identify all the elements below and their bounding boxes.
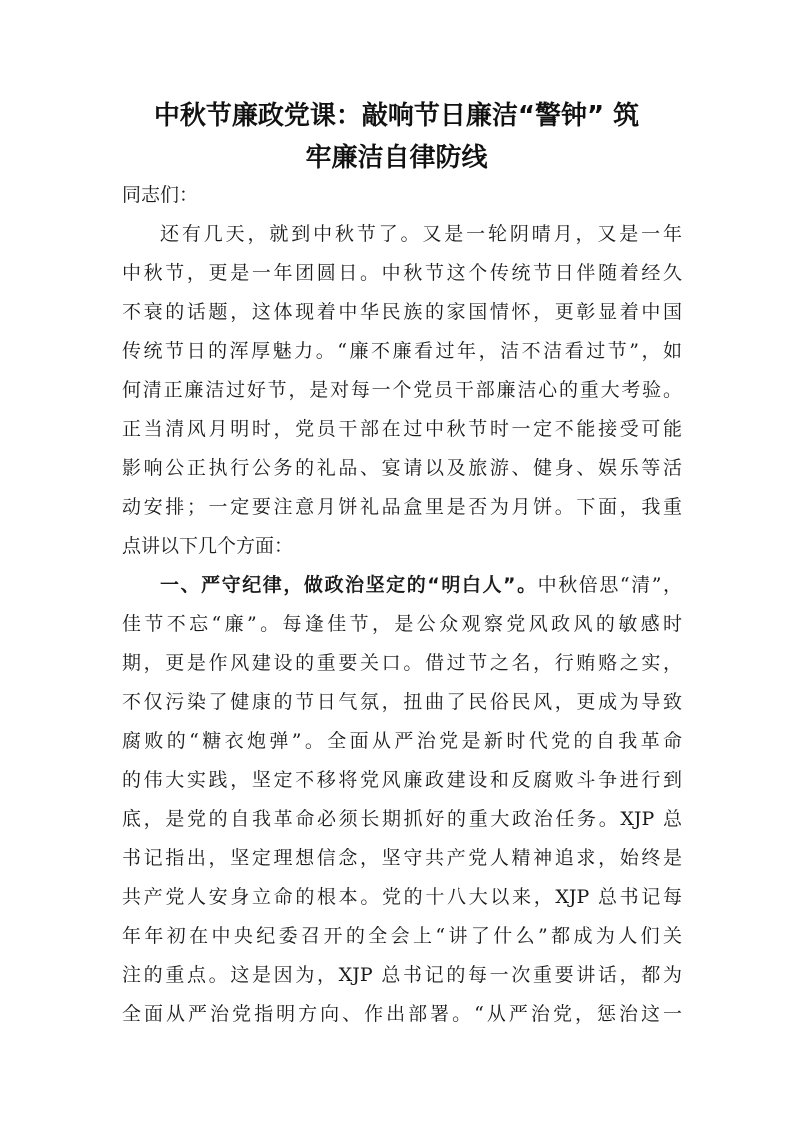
paragraph-line: 期，更是作风建设的重要关口。借过节之名，行贿赂之实， (122, 652, 682, 674)
paragraph-line: 底，是党的自我革命必须长期抓好的重大政治任务。XJP 总 (122, 808, 682, 830)
paragraph-line: 全面从严治党指明方向、作出部署。“从严治党，惩治这一 (122, 1003, 682, 1025)
paragraph-line: 年年初在中央纪委召开的全会上“讲了什么”都成为人们关 (122, 925, 682, 947)
paragraph-line: 影响公正执行公务的礼品、宴请以及旅游、健身、娱乐等活 (122, 457, 682, 479)
document-title-line-1: 中秋节廉政党课：敲响节日廉洁“警钟” 筑 (153, 101, 640, 131)
section-heading-rest: 中秋倍思“清”， (537, 574, 682, 596)
paragraph-line: 点讲以下几个方面： (122, 535, 294, 557)
paragraph-line: 不衰的话题，这体现着中华民族的家国情怀，更彰显着中国 (122, 301, 682, 323)
paragraph-line: 中秋节，更是一年团圆日。中秋节这个传统节日伴随着经久 (122, 262, 682, 284)
paragraph-line: 不仅污染了健康的节日气氛，扭曲了民俗民风，更成为导致 (122, 691, 682, 713)
section-heading-line (160, 572, 682, 598)
paragraph-line: 的伟大实践，坚定不移将党风廉政建设和反腐败斗争进行到 (122, 769, 682, 791)
greeting: 同志们： (122, 184, 199, 206)
paragraph-line: 佳节不忘“廉”。每逢佳节，是公众观察党风政风的敏感时 (122, 613, 682, 635)
paragraph-line: 书记指出，坚定理想信念，坚守共产党人精神追求，始终是 (122, 847, 682, 869)
paragraph-line: 何清正廉洁过好节，是对每一个党员干部廉洁心的重大考验。 (122, 379, 682, 401)
paragraph-line: 腐败的“糖衣炮弹”。全面从严治党是新时代党的自我革命 (122, 730, 682, 752)
paragraph-line: 还有几天，就到中秋节了。又是一轮阴晴月，又是一年 (160, 223, 682, 245)
paragraph-line: 传统节日的浑厚魅力。“廉不廉看过年，洁不洁看过节”，如 (122, 340, 682, 362)
paragraph-line: 注的重点。这是因为，XJP 总书记的每一次重要讲话，都为 (122, 964, 682, 986)
paragraph-line: 共产党人安身立命的根本。党的十八大以来，XJP 总书记每 (122, 886, 682, 908)
paragraph-line: 正当清风月明时，党员干部在过中秋节时一定不能接受可能 (122, 418, 682, 440)
paragraph-line: 动安排；一定要注意月饼礼品盒里是否为月饼。下面，我重 (122, 496, 682, 518)
document-title-line-2: 牢廉洁自律防线 (305, 143, 488, 173)
section-heading: 一、严守纪律，做政治坚定的“明白人”。 (160, 574, 538, 596)
